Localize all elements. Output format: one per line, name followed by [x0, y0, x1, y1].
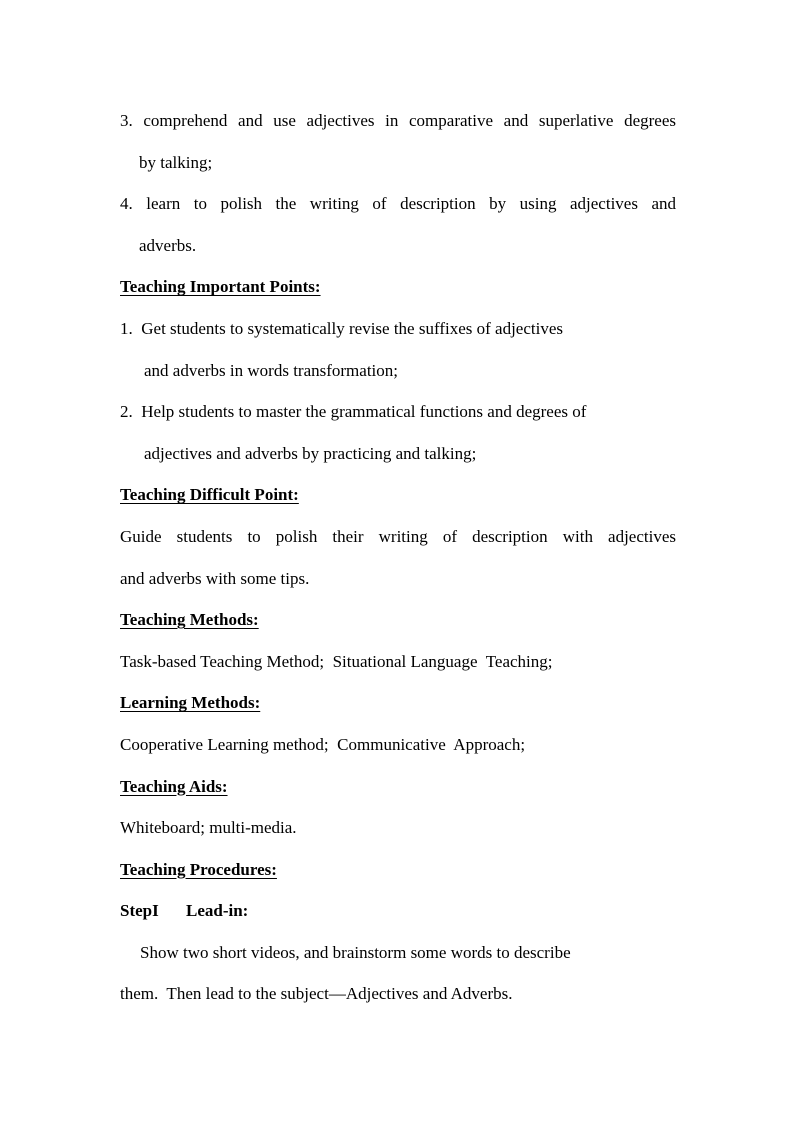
objective-item-3-line-2: by talking; — [139, 152, 213, 172]
step-1-line-1: Show two short videos, and brainstorm some words to describe — [140, 942, 571, 962]
objective-item-4-line-2: adverbs. — [139, 235, 197, 255]
teaching-aids-heading: Teaching Aids: — [120, 776, 228, 796]
important-point-2-line-1: 2. Help students to master the grammatical functions and degrees of — [120, 402, 587, 422]
step-1-heading — [120, 890, 676, 932]
step-1-line-2: them. Then lead to the subject—Adjectives and Adverbs. — [120, 984, 513, 1004]
document-page — [120, 100, 676, 1015]
important-point-2-line-2: adjectives and adverbs by practicing and talking; — [144, 443, 477, 463]
important-points-heading: Teaching Important Points: — [120, 277, 321, 297]
objective-item-3-line-1: 3. comprehend and use adjectives in comparative and superlative degrees — [120, 111, 676, 130]
objective-item-4-line-1: 4. learn to polish the writing of description by using adjectives and — [120, 194, 676, 214]
teaching-methods-text: Task-based Teaching Method; Situational Language Teaching; — [120, 651, 553, 671]
important-point-1-line-2: and adverbs in words transformation; — [144, 360, 398, 380]
difficult-point-line-2: and adverbs with some tips. — [120, 568, 310, 588]
step-1-label: StepI — [120, 901, 159, 921]
teaching-aids-text: Whiteboard; multi-media. — [120, 818, 297, 838]
learning-methods-text: Cooperative Learning method; Communicative Approach; — [120, 734, 526, 754]
difficult-point-line-1: Guide students to polish their writing of description with adjectives — [120, 526, 676, 546]
teaching-methods-heading: Teaching Methods: — [120, 610, 259, 630]
learning-methods-heading: Learning Methods: — [120, 693, 261, 713]
step-1-title: Lead-in: — [186, 901, 249, 921]
important-point-1-line-1: 1. Get students to systematically revise the suffixes of adjectives — [120, 318, 563, 338]
teaching-procedures-heading: Teaching Procedures: — [120, 859, 277, 879]
difficult-point-heading: Teaching Difficult Point: — [120, 485, 299, 505]
